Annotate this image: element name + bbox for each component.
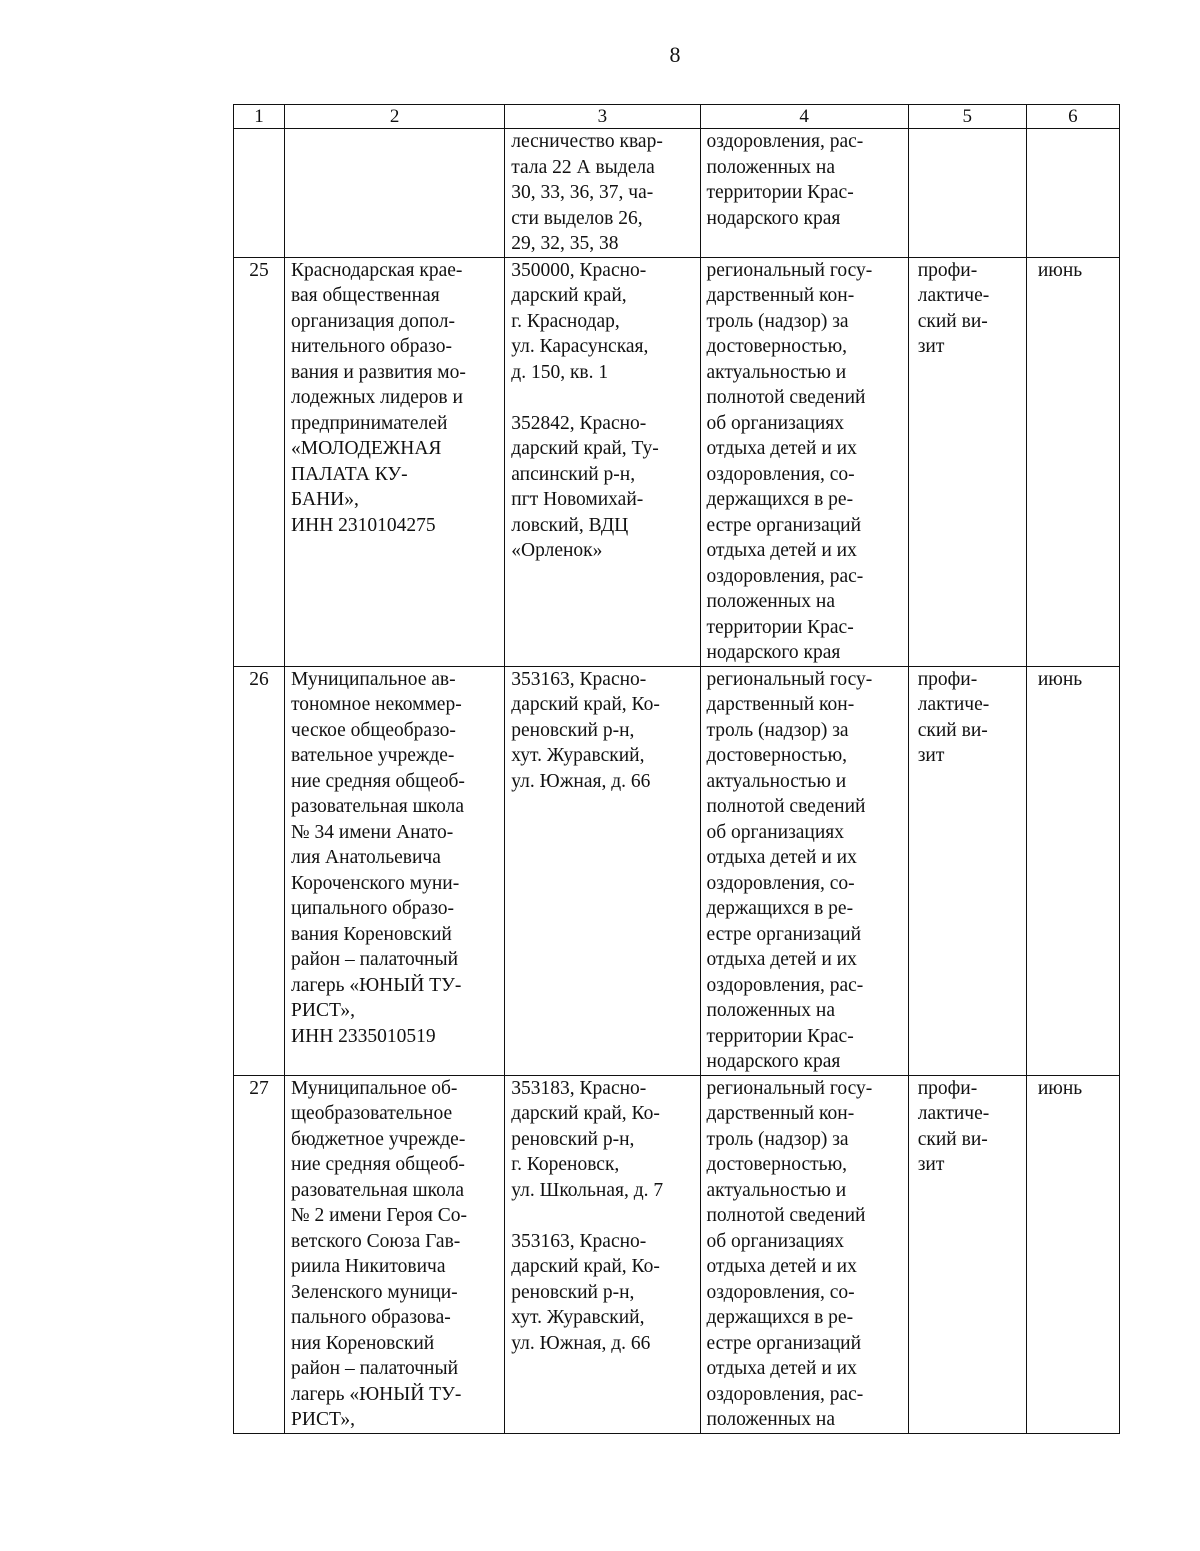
text-line: территории Крас- (706, 616, 854, 638)
control-subject-cell (700, 129, 908, 258)
text-line: ул. Школьная, д. 7 (511, 1179, 664, 1201)
text-line: ИНН 2310104275 (291, 514, 436, 536)
text-line: территории Крас- (706, 1025, 854, 1047)
text-line: полнотой сведений (706, 387, 866, 408)
text-line: держащихся в ре- (706, 1307, 854, 1328)
control-subject-cell (700, 257, 908, 666)
text-line: г. Краснодар, (511, 310, 620, 332)
text-line: РИСТ», (291, 1409, 356, 1430)
continuation-row (234, 129, 1120, 258)
address-spacer (511, 1203, 693, 1229)
text-line: ул. Карасунская, (511, 336, 649, 357)
text-line: актуальностью и (706, 770, 847, 792)
text-line: отдыха детей и их (706, 1256, 857, 1277)
text-line: ческое общеобразо- (291, 719, 456, 741)
text-line: актуальностью и (706, 1179, 847, 1201)
text-line: вания Кореновский (291, 923, 452, 945)
text-line: нодарского края (706, 207, 841, 229)
text-line: зит (917, 1154, 945, 1175)
text-line: реновский р-н, (511, 1281, 635, 1303)
text-line: лагерь «ЮНЫЙ ТУ- (291, 1383, 462, 1405)
address-cell (505, 666, 700, 1075)
text-line: тала 22 А выдела (511, 156, 655, 178)
text-line: отдыха детей и их (706, 847, 857, 868)
text-line: реновский р-н, (511, 1128, 635, 1150)
text-line: тономное некоммер- (291, 694, 462, 715)
text-line: вательное учрежде- (291, 745, 455, 766)
organization-cell (285, 666, 505, 1075)
event-kind-cell (908, 666, 1026, 1075)
text-line: региональный госу- (706, 668, 873, 690)
text-line: положенных на (706, 591, 835, 612)
text-line: отдыха детей и их (706, 540, 857, 561)
column-number-row (234, 105, 1120, 129)
text-line: ул. Южная, д. 66 (511, 1332, 651, 1354)
text-line: лактиче- (917, 694, 990, 715)
text-line: дарский край, Ту- (511, 438, 659, 459)
text-line: Муниципальное ав- (291, 668, 456, 690)
text-line: «МОЛОДЕЖНАЯ (291, 438, 442, 459)
text-line: отдыха детей и их (706, 1358, 857, 1379)
column-number: 2 (285, 105, 505, 129)
text-line: отдыха детей и их (706, 438, 857, 459)
text-line: об организациях (706, 821, 845, 843)
text-line: достоверностью, (706, 1154, 848, 1175)
inspection-plan-table (233, 104, 1120, 1434)
text-line: лия Анатольевича (291, 847, 441, 868)
address-cell (505, 257, 700, 666)
row-number-cell: 25 (234, 257, 285, 666)
text-line: Муниципальное об- (291, 1077, 458, 1099)
text-line: ветского Союза Гав- (291, 1230, 461, 1252)
text-line: дарственный кон- (706, 1103, 855, 1124)
table-row (234, 257, 1120, 666)
text-line: оздоровления, со- (706, 463, 855, 485)
text-line: «Орленок» (511, 540, 603, 561)
text-line: ловский, ВДЦ (511, 514, 629, 536)
text-line: зит (917, 336, 945, 357)
text-line: 352842, Красно- (511, 412, 647, 434)
text-line: лактиче- (917, 285, 990, 306)
text-line: ние средняя общеоб- (291, 1154, 465, 1175)
text-line: оздоровления, рас- (706, 974, 864, 996)
month-cell: июнь (1026, 666, 1119, 1075)
event-kind-cell (908, 129, 1026, 258)
text-line: положенных на (706, 1409, 835, 1430)
text-line: полнотой сведений (706, 1205, 866, 1226)
text-line: нительного образо- (291, 336, 452, 357)
text-line: ский ви- (917, 310, 988, 332)
text-line: вания и развития мо- (291, 361, 466, 383)
text-line: держащихся в ре- (706, 898, 854, 919)
text-line: профи- (917, 668, 978, 690)
text-line: оздоровления, со- (706, 872, 855, 894)
text-line: нодарского края (706, 642, 841, 663)
text-line: Зеленского муници- (291, 1281, 458, 1303)
text-line: дарский край, Ко- (511, 1103, 660, 1124)
text-line: БАНИ», (291, 489, 359, 510)
text-line: об организациях (706, 412, 845, 434)
text-line: зит (917, 745, 945, 766)
row-number-cell: 26 (234, 666, 285, 1075)
address-cell (505, 129, 700, 258)
text-line: риила Никитовича (291, 1256, 446, 1277)
text-line: ния Кореновский (291, 1332, 435, 1354)
text-line: 353183, Красно- (511, 1077, 647, 1099)
event-kind-cell (908, 1075, 1026, 1433)
text-line: РИСТ», (291, 1000, 356, 1021)
text-line: бюджетное учрежде- (291, 1128, 466, 1150)
text-line: реновский р-н, (511, 719, 635, 741)
text-line: разовательная школа (291, 796, 465, 817)
text-line: ПАЛАТА КУ- (291, 463, 408, 485)
column-number: 3 (505, 105, 700, 129)
organization-cell (285, 1075, 505, 1433)
text-line: естре организаций (706, 1332, 862, 1354)
text-line: ципального образо- (291, 898, 455, 919)
month-cell: июнь (1026, 1075, 1119, 1433)
text-line: профи- (917, 1077, 978, 1099)
text-line: вая общественная (291, 285, 440, 306)
organization-cell (285, 257, 505, 666)
text-line: район – палаточный (291, 949, 459, 970)
text-line: троль (надзор) за (706, 1128, 849, 1150)
text-line: нодарского края (706, 1051, 841, 1072)
text-line: дарский край, Ко- (511, 694, 660, 715)
text-line: положенных на (706, 1000, 835, 1021)
text-line: район – палаточный (291, 1358, 459, 1379)
text-line: держащихся в ре- (706, 489, 854, 510)
text-line: пгт Новомихай- (511, 489, 644, 510)
event-kind-cell (908, 257, 1026, 666)
text-line: № 34 имени Анато- (291, 821, 454, 843)
text-line: 29, 32, 35, 38 (511, 233, 619, 254)
table-row (234, 1075, 1120, 1433)
text-line: ский ви- (917, 1128, 988, 1150)
text-line: дарственный кон- (706, 694, 855, 715)
month-cell: июнь (1026, 257, 1119, 666)
address-cell (505, 1075, 700, 1433)
text-line: пального образова- (291, 1307, 451, 1328)
text-line: дарский край, Ко- (511, 1256, 660, 1277)
text-line: профи- (917, 259, 978, 281)
table-row (234, 666, 1120, 1075)
text-line: троль (надзор) за (706, 310, 849, 332)
address-spacer (511, 385, 693, 411)
text-line: лагерь «ЮНЫЙ ТУ- (291, 974, 462, 996)
text-line: Краснодарская крае- (291, 259, 463, 281)
text-line: щеобразовательное (291, 1103, 453, 1124)
column-number: 5 (908, 105, 1026, 129)
row-number-cell (234, 129, 285, 258)
text-line: хут. Журавский, (511, 1307, 645, 1328)
text-line: сти выделов 26, (511, 207, 643, 229)
text-line: 353163, Красно- (511, 668, 647, 690)
control-subject-cell (700, 666, 908, 1075)
text-line: хут. Журавский, (511, 745, 645, 766)
text-line: оздоровления, рас- (706, 1383, 864, 1405)
text-line: оздоровления, рас- (706, 131, 864, 152)
text-line: полнотой сведений (706, 796, 866, 817)
text-line: 353163, Красно- (511, 1230, 647, 1252)
text-line: № 2 имени Героя Со- (291, 1205, 467, 1226)
text-line: д. 150, кв. 1 (511, 361, 609, 383)
text-line: организация допол- (291, 310, 455, 332)
control-subject-cell (700, 1075, 908, 1433)
text-line: лесничество квар- (511, 131, 663, 152)
text-line: региональный госу- (706, 259, 873, 281)
text-line: достоверностью, (706, 745, 848, 766)
text-line: естре организаций (706, 923, 862, 945)
text-line: дарский край, (511, 285, 627, 306)
text-line: лактиче- (917, 1103, 990, 1124)
text-line: г. Кореновск, (511, 1154, 620, 1175)
text-line: актуальностью и (706, 361, 847, 383)
column-number: 6 (1026, 105, 1119, 129)
text-line: ИНН 2335010519 (291, 1025, 436, 1047)
text-line: положенных на (706, 156, 835, 178)
text-line: предпринимателей (291, 412, 448, 434)
text-line: оздоровления, рас- (706, 565, 864, 587)
text-line: естре организаций (706, 514, 862, 536)
column-number: 1 (234, 105, 285, 129)
text-line: об организациях (706, 1230, 845, 1252)
text-line: апсинский р-н, (511, 463, 636, 485)
text-line: территории Крас- (706, 182, 854, 203)
text-line: оздоровления, со- (706, 1281, 855, 1303)
column-number: 4 (700, 105, 908, 129)
text-line: Короченского муни- (291, 872, 460, 894)
month-cell (1026, 129, 1119, 258)
text-line: 30, 33, 36, 37, ча- (511, 182, 654, 203)
page-number: 8 (669, 42, 681, 67)
text-line: троль (надзор) за (706, 719, 849, 741)
text-line: ул. Южная, д. 66 (511, 770, 651, 792)
text-line: дарственный кон- (706, 285, 855, 306)
organization-cell (285, 129, 505, 258)
text-line: лодежных лидеров и (291, 387, 463, 408)
row-number-cell: 27 (234, 1075, 285, 1433)
text-line: достоверностью, (706, 336, 848, 357)
text-line: отдыха детей и их (706, 949, 857, 970)
text-line: разовательная школа (291, 1179, 465, 1201)
text-line: ние средняя общеоб- (291, 770, 465, 792)
text-line: 350000, Красно- (511, 259, 647, 281)
text-line: ский ви- (917, 719, 988, 741)
text-line: региональный госу- (706, 1077, 873, 1099)
